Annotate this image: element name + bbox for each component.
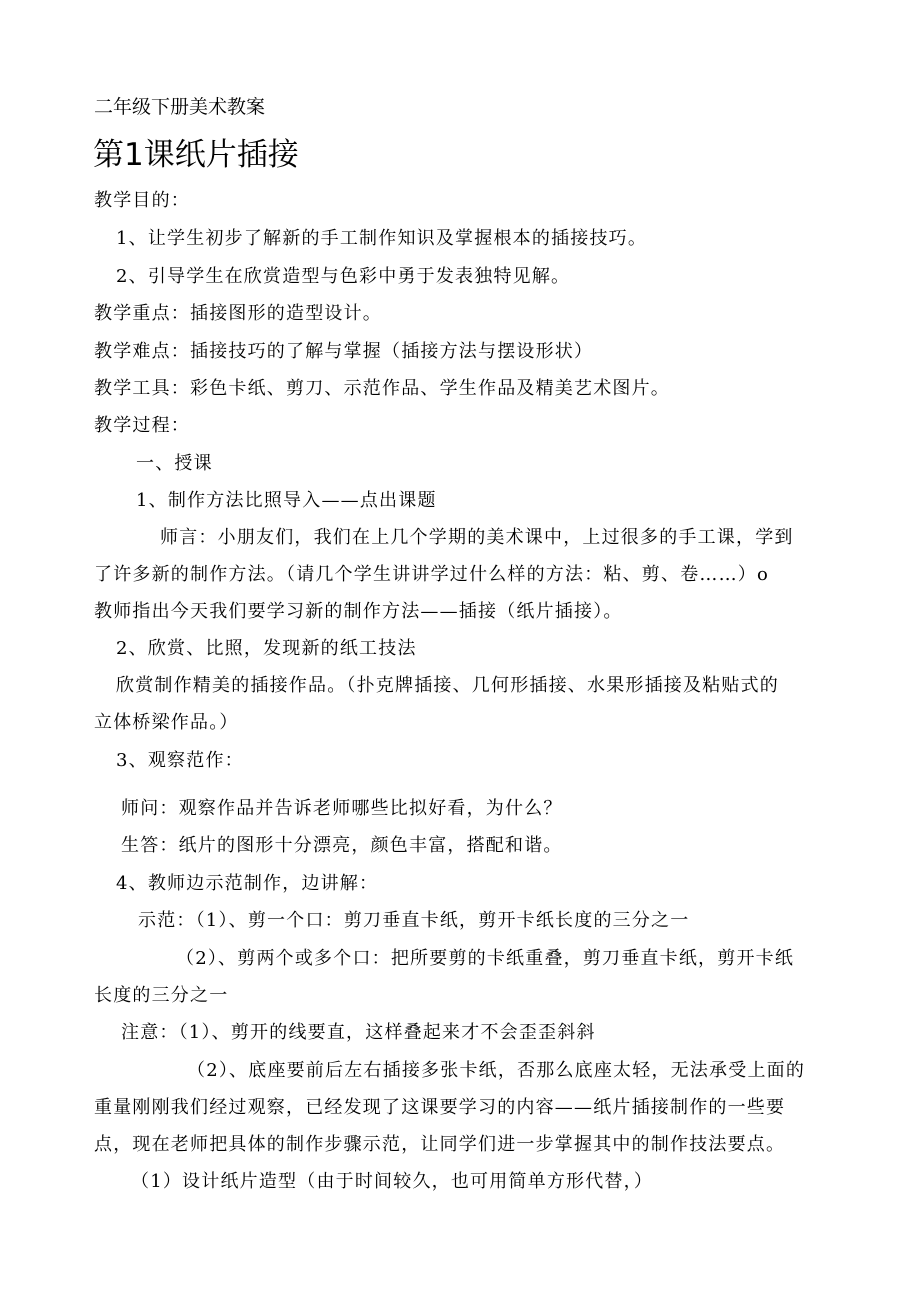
objective-item: 1、让学生初步了解新的手工制作知识及掌握根本的插接技巧。: [116, 228, 648, 249]
paragraph-line: 示范：（1）、剪一个口：剪刀垂直卡纸，剪开卡纸长度的三分之一: [138, 910, 690, 931]
paragraph-line: 教师指出今天我们要学习新的制作方法——插接（纸片插接）。: [94, 601, 623, 622]
paragraph-line: （1）设计纸片造型（由于时间较久，也可用简单方形代替，）: [131, 1171, 654, 1192]
process-step: 2、欣赏、比照，发现新的纸工技法: [116, 638, 417, 659]
paragraph-line: 立体桥梁作品。）: [94, 712, 239, 733]
section-heading-objectives: 教学目的：: [94, 190, 190, 211]
paragraph-line: 欣赏制作精美的插接作品。（扑克牌插接、几何形插接、水果形插接及粘贴式的: [116, 675, 779, 696]
section-heading-process: 教学过程：: [94, 415, 190, 436]
process-step: 1、制作方法比照导入——点出课题: [136, 490, 437, 511]
paragraph-line: 重量刚刚我们经过观察，已经发现了这课要学习的内容——纸片插接制作的一些要: [94, 1097, 786, 1118]
paragraph-line: 生答：纸片的图形十分漂亮，颜色丰富，搭配和谐。: [121, 835, 563, 856]
paragraph-line: 点，现在老师把具体的制作步骤示范，让同学们进一步掌握其中的制作技法要点。: [94, 1134, 786, 1155]
process-step: 4、教师边示范制作，边讲解：: [116, 873, 379, 894]
process-heading: 一、授课: [136, 453, 213, 474]
document-title: 第1课纸片插接: [93, 137, 299, 173]
key-point-line: 教学重点：插接图形的造型设计。: [94, 303, 382, 324]
paragraph-line: （2）、剪两个或多个口：把所要剪的卡纸重叠，剪刀垂直卡纸，剪开卡纸: [176, 948, 795, 969]
document-subtitle: 二年级下册美术教案: [94, 96, 266, 118]
objective-item: 2、引导学生在欣赏造型与色彩中勇于发表独特见解。: [116, 266, 571, 287]
paragraph-line: 注意：（1）、剪开的线要直，这样叠起来才不会歪歪斜斜: [121, 1022, 596, 1043]
process-step: 3、观察范作：: [116, 750, 244, 771]
paragraph-line: （2）、底座要前后左右插接多张卡纸，否那么底座太轻，无法承受上面的: [187, 1060, 806, 1081]
paragraph-line: 了许多新的制作方法。（请几个学生讲讲学过什么样的方法：粘、剪、卷……）o: [94, 564, 770, 585]
tools-line: 教学工具：彩色卡纸、剪刀、示范作品、学生作品及精美艺术图片。: [94, 378, 670, 399]
paragraph-line: 师问：观察作品并告诉老师哪些比拟好看，为什么？: [121, 798, 563, 819]
difficulty-line: 教学难点：插接技巧的了解与掌握（插接方法与摆设形状）: [94, 341, 594, 362]
paragraph-line: 长度的三分之一: [94, 985, 229, 1006]
paragraph-line: 师言：小朋友们，我们在上几个学期的美术课中，上过很多的手工课，学到: [160, 527, 794, 548]
